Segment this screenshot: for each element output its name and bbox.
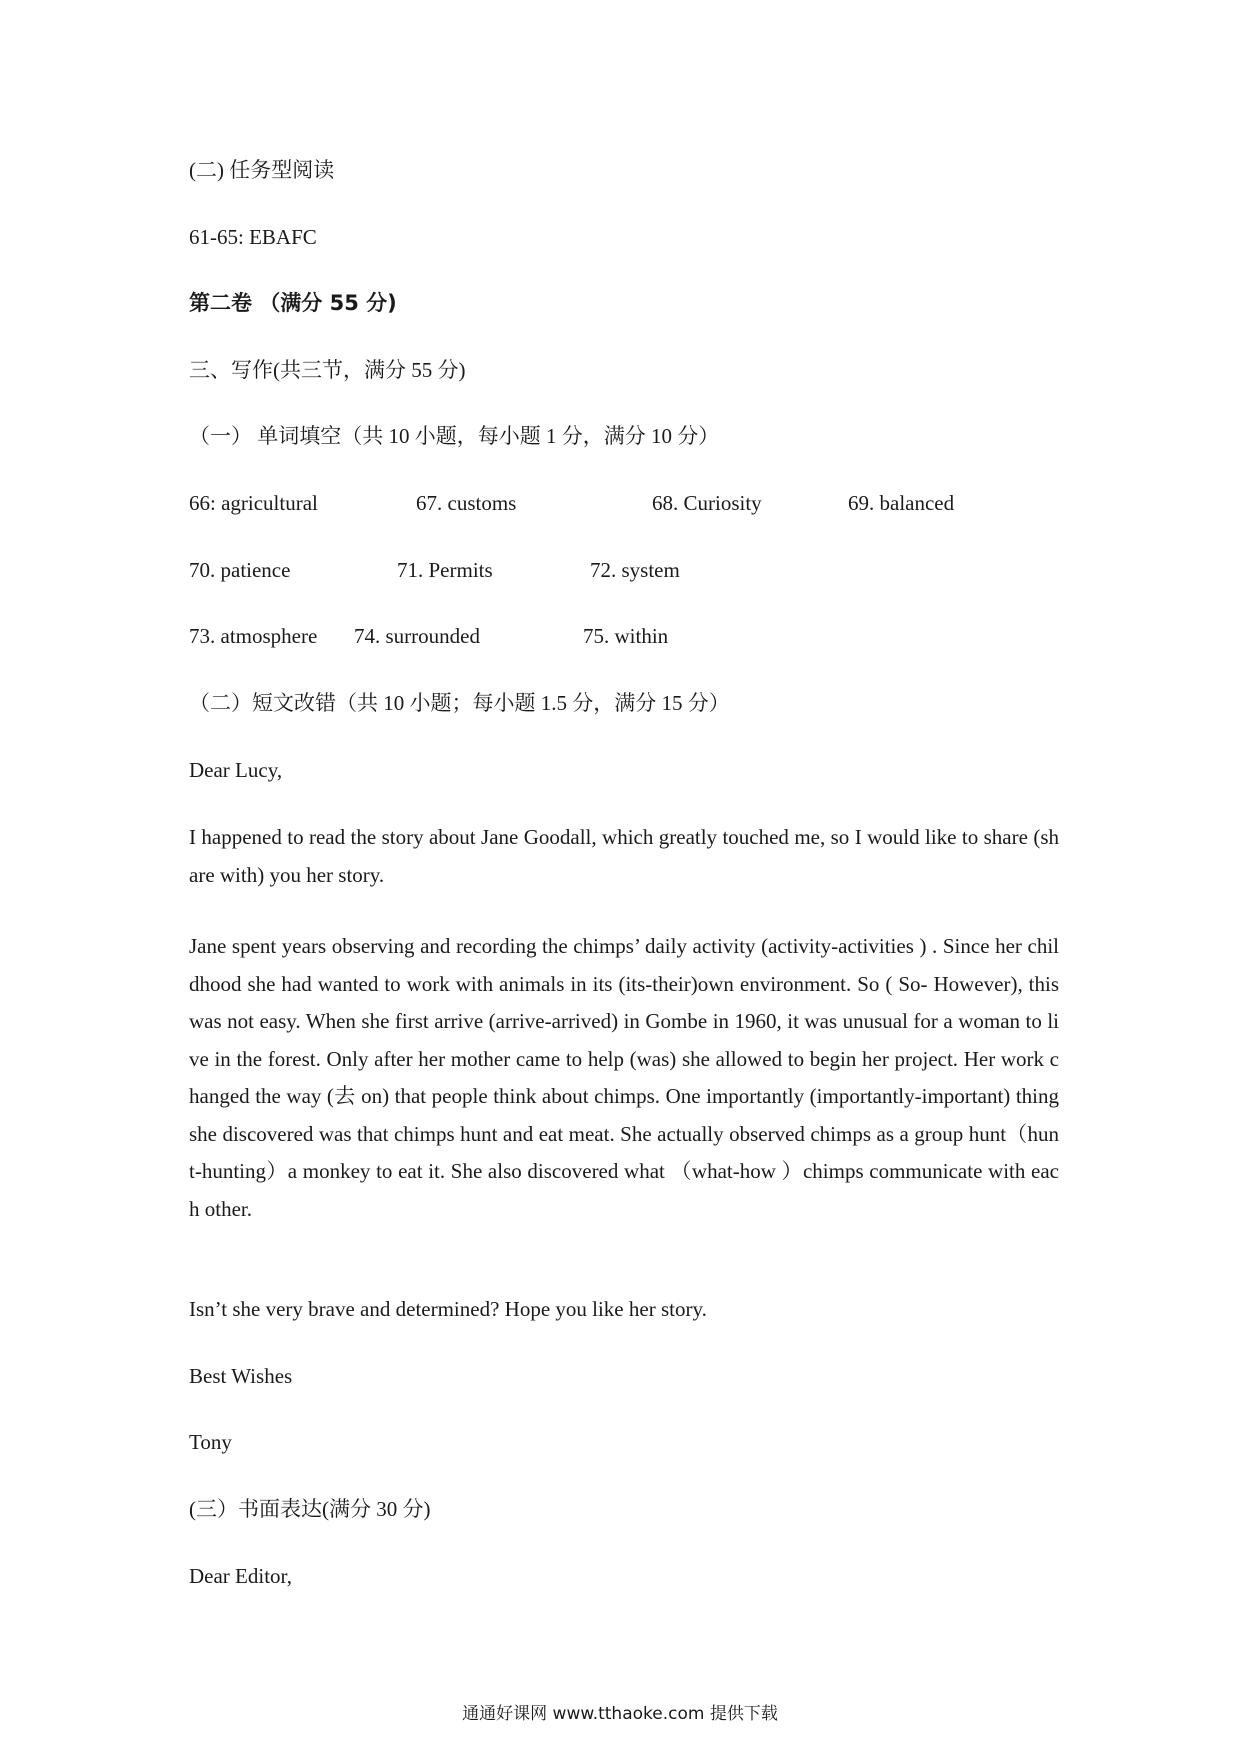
answer-66: 66: agricultural [189, 491, 318, 515]
answer-75: 75. within [583, 624, 669, 648]
volume-two-heading: 第二卷 （满分 55 分) [189, 291, 397, 315]
editor-greeting: Dear Editor, [189, 1564, 292, 1588]
answer-72: 72. system [590, 558, 680, 582]
answer-73: 73. atmosphere [189, 624, 318, 648]
letter-paragraph-2: Jane spent years observing and recording the chimps’ daily activity (activity-activities ) . Since her childhood she had wanted to work with animals in its (its-their)own environment. So ( So- However), this was not easy. When she first arrive (arrive-arrived) in Gombe in 1960, it was unusual for a woman to live in the forest. Only after her mother came to help (was) she allowed to begin her project. Her work changed the way (去 on) that people think about chimps. One importantly (importantly-important) thing she discovered was that chimps hunt and eat meat. She actually observed chimps as a group hunt（hunt-hunting）a monkey to eat it. She also discovered what （what-how ）chimps communicate with each other. [189, 934, 1059, 1221]
letter-paragraph-1: I happened to read the story about Jane Goodall, which greatly touched me, so I would like to share (share with) you her story. [189, 825, 1059, 887]
page-footer: 通通好课网 www.tthaoke.com 提供下载 [462, 1704, 778, 1724]
writing-heading: 三、写作(共三节，满分 55 分) [189, 358, 466, 382]
task-reading-answers: 61-65: EBAFC [189, 225, 317, 249]
letter-paragraph-3: Isn’t she very brave and determined? Hope you like her story. [189, 1297, 707, 1321]
answer-74: 74. surrounded [354, 624, 480, 648]
word-fill-heading: （一） 单词填空（共 10 小题，每小题 1 分，满分 10 分） [189, 424, 720, 448]
answer-68: 68. Curiosity [652, 491, 762, 515]
expression-heading: (三）书面表达(满分 30 分) [189, 1497, 431, 1521]
letter-signature: Tony [189, 1430, 232, 1454]
answer-69: 69. balanced [848, 491, 955, 515]
answer-67: 67. customs [416, 491, 517, 515]
letter-closing: Best Wishes [189, 1364, 293, 1388]
answer-70: 70. patience [189, 558, 291, 582]
answer-71: 71. Permits [397, 558, 493, 582]
task-reading-heading: (二) 任务型阅读 [189, 158, 335, 182]
correction-heading: （二）短文改错（共 10 小题；每小题 1.5 分，满分 15 分） [189, 691, 730, 715]
letter-greeting: Dear Lucy, [189, 758, 283, 782]
